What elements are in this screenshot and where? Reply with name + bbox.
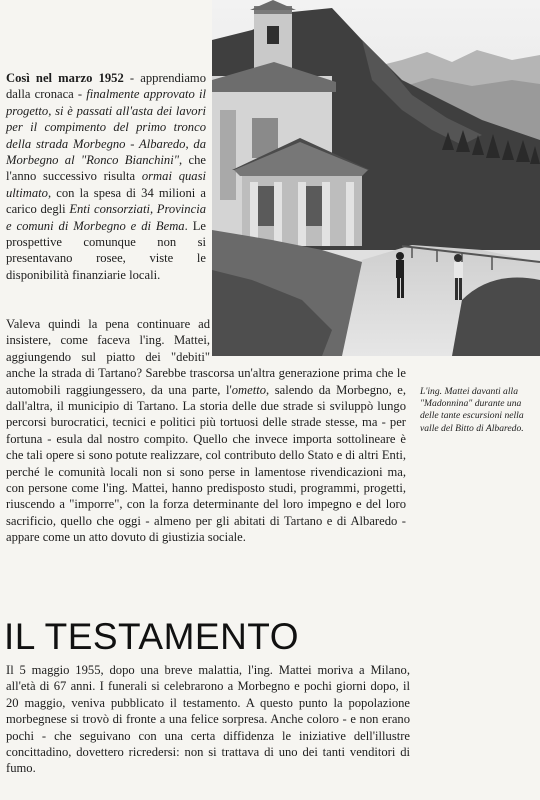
body-paragraph-3: Il 5 maggio 1955, dopo una breve malattia, l'ing. Mattei moriva a Milano, all'età di 67 anni. I funerali si celebrarono a Morbegno e pochi giorni dopo, il 20 maggio, veniva pubblicato il testamento. A questo punto la popolazione morbegnese si trovò di fronte a una felice sorpresa. Anche coloro - e non erano pochi - che seguivano con una certa diffidenza le iniziative dell'illustre concittadino, dovettero ricredersi: non si trattava di uno dei tanti venditori di fumo.: [6, 663, 410, 776]
intro-italic-3: Enti consorziati, Provincia e comuni di Morbegno e di Bema: [6, 202, 206, 233]
intro-italic-2: ormai quasi ultimato: [6, 169, 206, 200]
chapel-photo: [212, 0, 540, 356]
intro-text-2: , che l'anno successivo risulta: [6, 153, 206, 184]
intro-text-4: . Le prospettive comunque non si presentavano rosee, viste le disponibilità finanziarie locali.: [6, 218, 206, 282]
intro-text-1: - apprendiamo dalla cronaca -: [6, 71, 207, 102]
photo-spacer: [210, 316, 406, 356]
section-heading: IL TESTAMENTO: [4, 616, 300, 657]
para2-text-2: , salendo da Morbegno, e, dall'altra, il municipio di Tartano. La storia delle due strade si sviluppò lungo percorsi burocratici, tecnici e politici più tortuosi delle strade stesse, ma - per fortuna - esula dal nostro compito. Quello che invece importa sottolineare è che tali opere si sono potute realizzare, col contributo dello Stato e di altri Enti, perché le comunità locali non si sono perse in lamentose rivendicazioni ma, con persone come l'ing. Mattei, hanno predisposto studi, programmi, progetti, riuscendo a "imporre", con la forza determinante del loro impegno e del loro sacrificio, quello che oggi - almeno per gli abitati di Tartano e di Albaredo - appare come un atto dovuto di giustizia sociale.: [6, 382, 406, 545]
photo-caption: L'ing. Mattei davanti alla "Madonnina" durante una delle tante escursioni nella valle del Bitto di Albaredo.: [420, 386, 524, 434]
para2-text-1: Valeva quindi la pena continuare ad insistere, come faceva l'ing. Mattei, aggiungendo sul piatto dei "debiti" anche la strada di Tartano? Sarebbe trascorsa un'altra generazione prima che le automobili raggiungessero, da una parte, l': [6, 317, 406, 397]
intro-italic-1: finalmente approvato il progetto, si è passati all'asta dei lavori per il compimento del primo tronco della strada Morbegno - Albaredo, da Morbegno al "Ronco Bianchini": [6, 87, 206, 168]
intro-lead: Così nel marzo 1952: [6, 71, 124, 85]
body-paragraph-2: [6, 316, 406, 546]
intro-text-3: , con la spesa di 34 milioni a carico degli: [6, 185, 206, 217]
para2-italic-1: ometto: [231, 382, 267, 397]
intro-paragraph: [6, 70, 206, 283]
